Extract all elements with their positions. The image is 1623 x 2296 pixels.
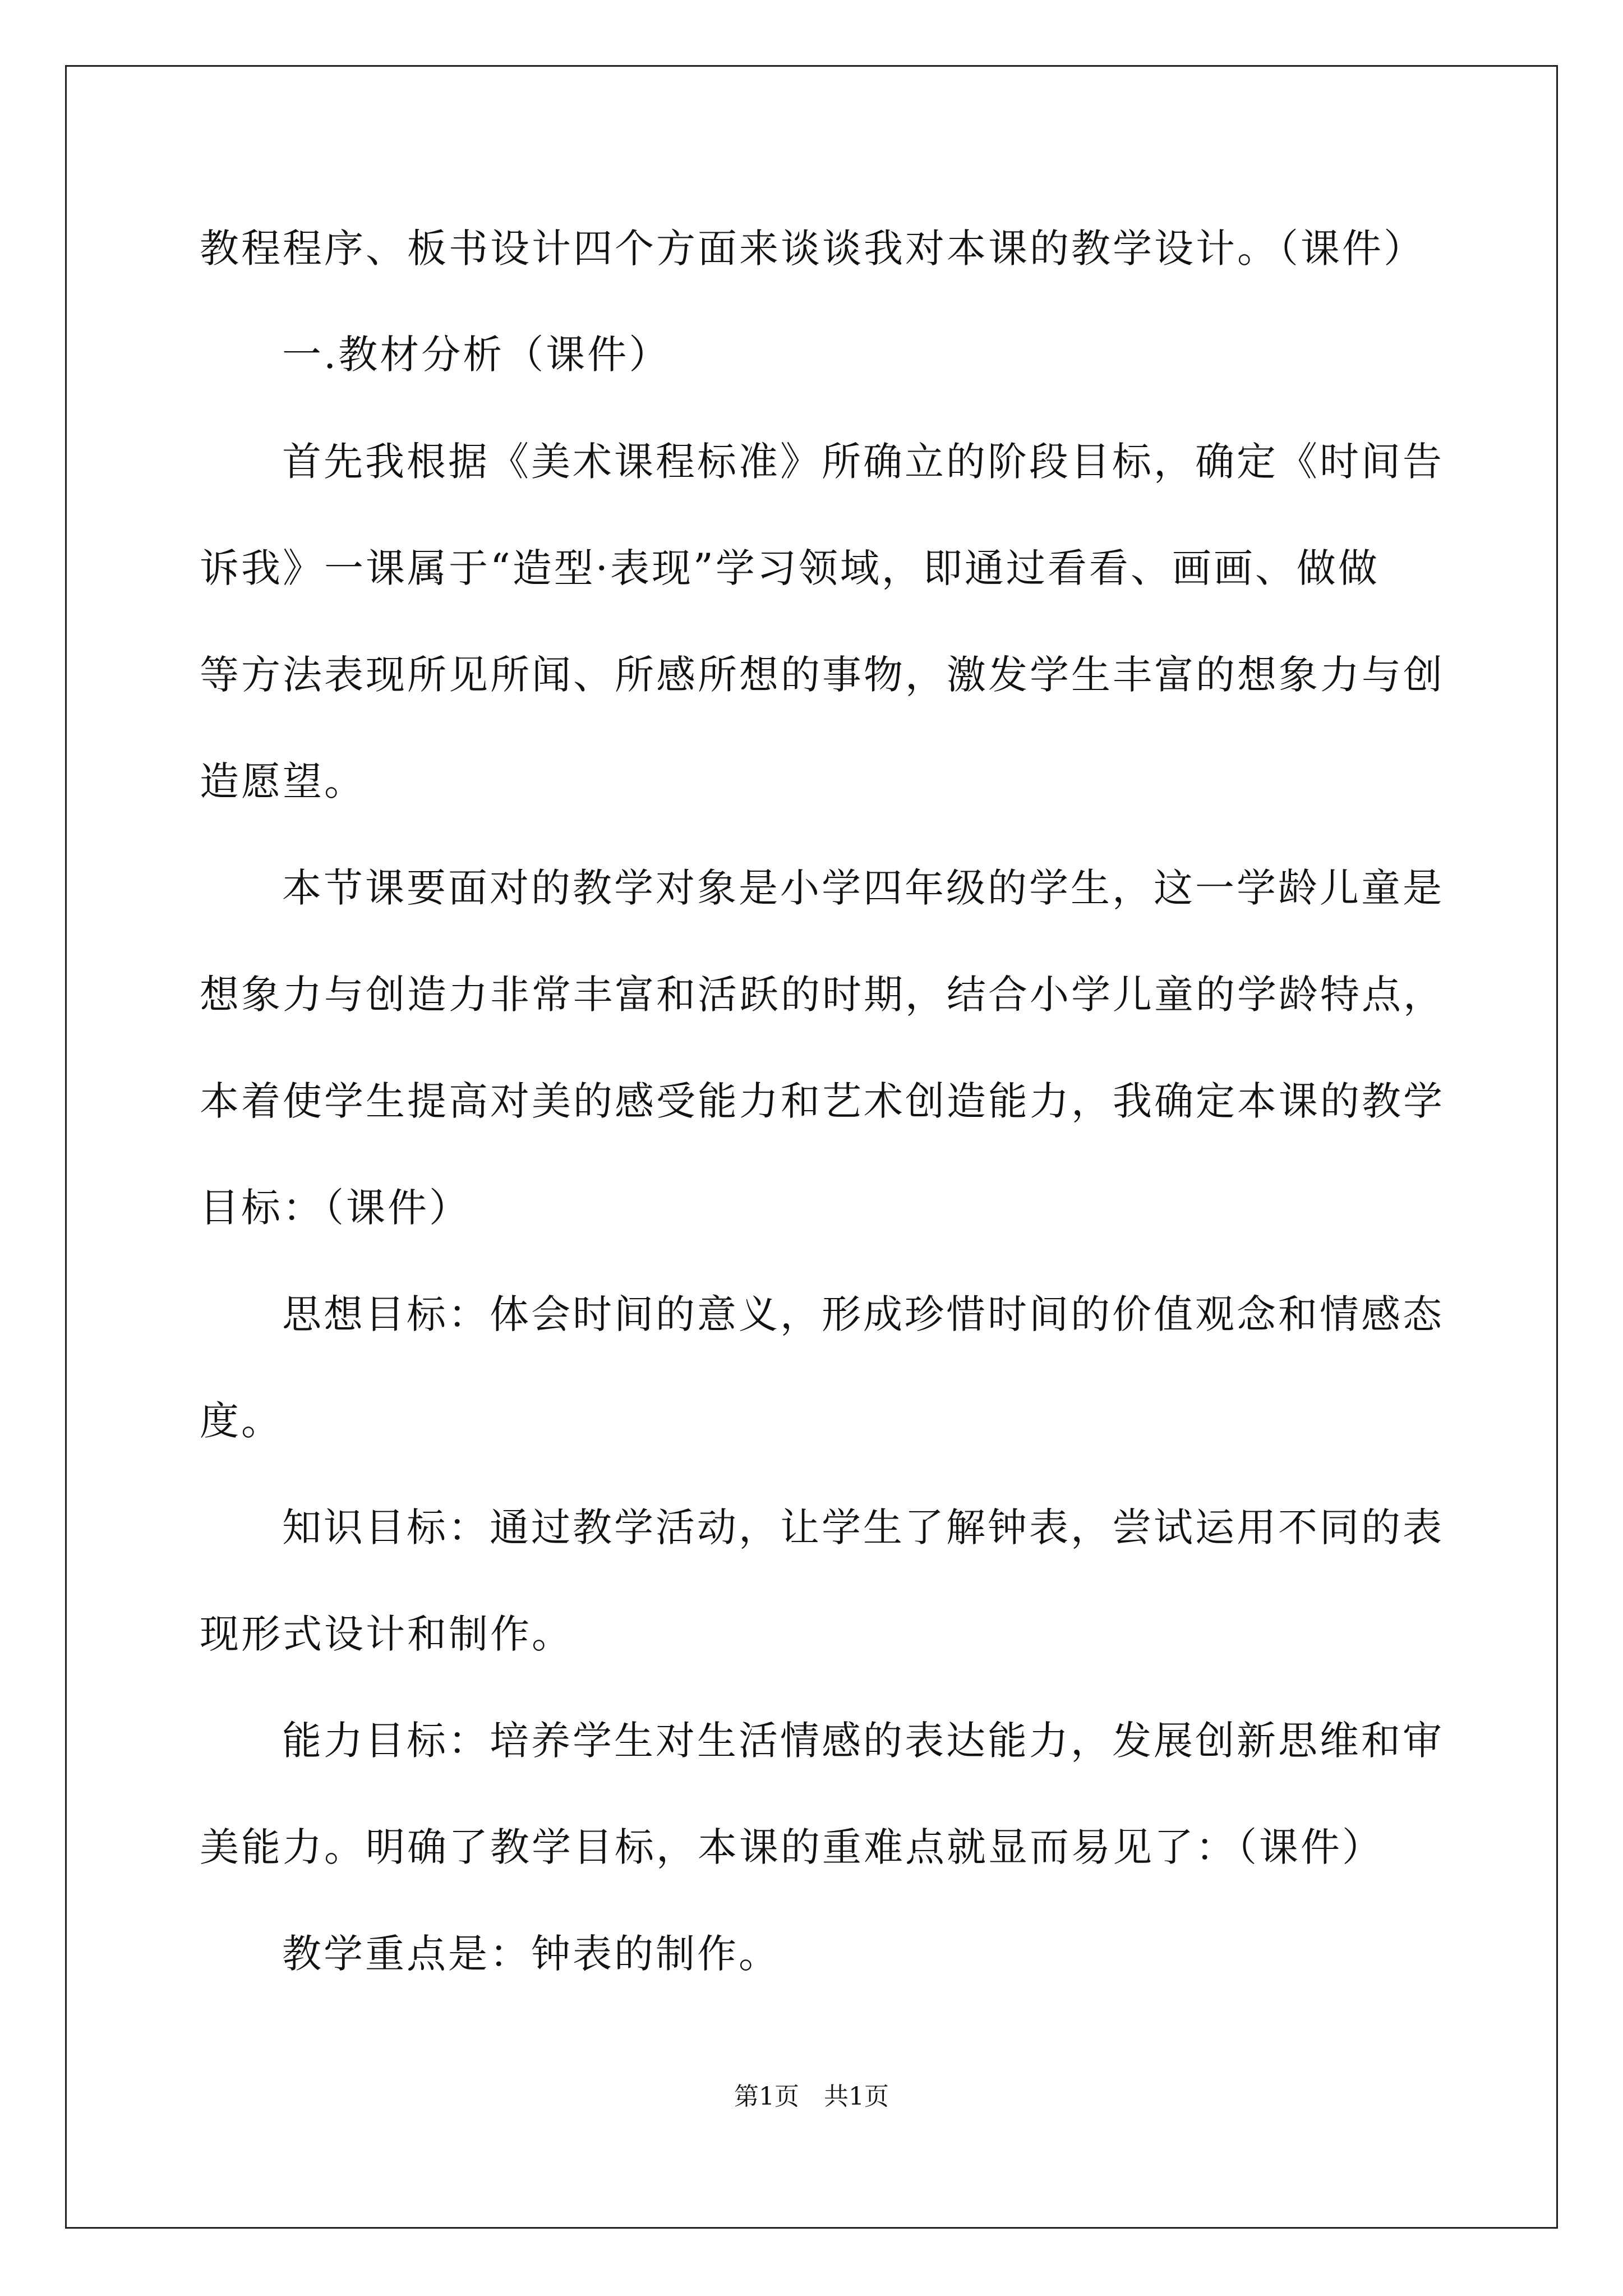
text-line: 首先我根据《美术课程标准》所确立的阶段目标，确定《时间告 — [282, 439, 1444, 485]
text-line: 能力目标：培养学生对生活情感的表达能力，发展创新思维和审 — [282, 1718, 1444, 1764]
text-line: 造愿望。 — [200, 758, 366, 804]
section-heading: 一.教材分析（课件） — [282, 332, 671, 378]
text-line: 知识目标：通过教学活动，让学生了解钟表，尝试运用不同的表 — [282, 1504, 1444, 1550]
text-line: 教学重点是：钟表的制作。 — [282, 1931, 780, 1977]
text-line: 现形式设计和制作。 — [200, 1611, 573, 1657]
text-line: 诉我》一课属于“造型·表现”学习领域，即通过看看、画画、做做 — [200, 545, 1380, 591]
text-line: 教程程序、板书设计四个方面来谈谈我对本课的教学设计。（课件） — [200, 226, 1425, 272]
page-footer: 第1页 共1页 — [734, 2082, 889, 2111]
text-line: 本着使学生提高对美的感受能力和艺术创造能力，我确定本课的教学 — [200, 1078, 1445, 1124]
text-line: 美能力。明确了教学目标，本课的重难点就显而易见了：（课件） — [200, 1824, 1384, 1870]
text-line: 想象力与创造力非常丰富和活跃的时期，结合小学儿童的学龄特点， — [200, 972, 1445, 1018]
text-line: 思想目标：体会时间的意义，形成珍惜时间的价值观念和情感态 — [282, 1291, 1444, 1337]
page-border — [65, 65, 1558, 2229]
text-line: 目标：（课件） — [200, 1185, 471, 1231]
text-line: 度。 — [200, 1398, 283, 1444]
text-line: 本节课要面对的教学对象是小学四年级的学生，这一学龄儿童是 — [282, 865, 1444, 911]
text-line: 等方法表现所见所闻、所感所想的事物，激发学生丰富的想象力与创 — [200, 652, 1445, 698]
